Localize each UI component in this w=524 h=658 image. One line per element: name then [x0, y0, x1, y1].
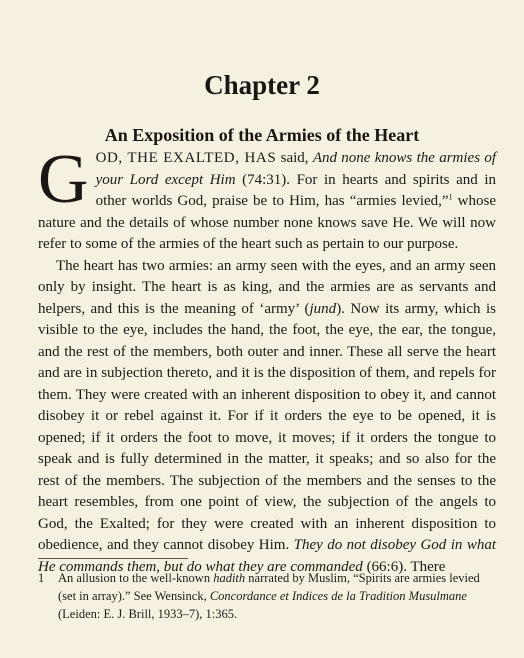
quran-quote: They do not disobey God in what He commands them, but do what they are commanded: [38, 537, 496, 575]
paragraph-opening: [38, 141, 497, 256]
paragraph-text: said,: [276, 150, 313, 166]
footnote-divider: [38, 558, 188, 559]
footnote-italic-term: hadith: [213, 571, 246, 585]
footnote-reference: 1: [448, 192, 453, 202]
footnote-book-title: Concordance et Indices de la Tradition Musulmane: [209, 589, 467, 603]
paragraph-text: (74:31). For in hearts and spirits and in other worlds God, praise be to Him, has “armies levied,”: [95, 171, 496, 209]
opening-small-caps: OD, THE EXALTED, HAS: [95, 150, 277, 166]
footnote-number: 1: [38, 571, 45, 585]
arabic-term: jund: [309, 300, 337, 317]
paragraph-armies: [38, 256, 496, 579]
chapter-title: Chapter 2: [204, 70, 320, 101]
quran-quote: And none knows the armies of your Lord except Him: [95, 150, 496, 188]
paragraph-text: ). Now its army, which is visible to the eye, includes the hand, the foot, the eye, the ear, the tongue, and the rest of the members, both outer and inner. These all serve the heart and are in subjection thereto, and it is the disposition of them, and repels for them. They were created with an inherent disposition to obey it, and cannot disobey it or rebel against it. For if it orders the eye to be opened, it is opened; if it orders the foot to move, it moves; if it orders the tongue to speak and is fully determined in the matter, it speaks; and so also for the rest of the members. The subjection of the members and the senses to the heart resembles, from one point of view, the subjection of the angels to God, the Exalted; for they were created with an inherent disposition to obedience, and they cannot disobey Him.: [38, 300, 496, 553]
paragraph-text: The heart has two armies: an army seen with the eyes, and an army seen only by insight. The heart is as king, and the armies are as servants and helpers, and this is the meaning of ‘army’ (: [38, 257, 496, 317]
footnote: [38, 569, 496, 623]
paragraph-text: (66:6). There: [362, 558, 446, 575]
paragraph-text: whose nature and the details of whose number none knows save He. We will now refer to some of the armies of the heart such as pertain to our purpose.: [38, 193, 497, 252]
footnote-text: [58, 569, 496, 623]
footnote-segment: narrated by Muslim, “Spirits are armies levied (set in array).” See Wensinck,: [58, 571, 480, 603]
footnote-segment: An allusion to the well-known: [58, 571, 214, 585]
footnote-segment: (Leiden: E. J. Brill, 1933–7), 1:365.: [58, 607, 238, 621]
section-heading: An Exposition of the Armies of the Heart: [104, 124, 420, 145]
chapter-body: [38, 141, 497, 575]
drop-cap-letter: G: [38, 141, 89, 218]
